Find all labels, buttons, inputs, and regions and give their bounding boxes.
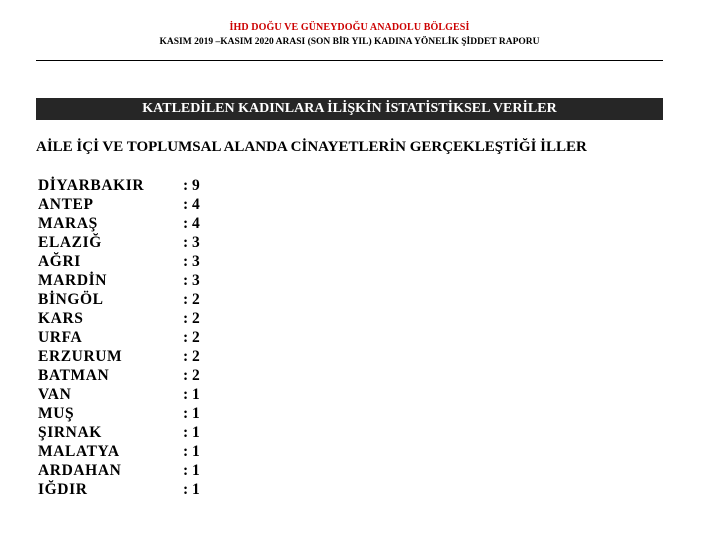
province-name: ŞIRNAK [38,424,102,441]
province-count: : 2 [183,329,200,346]
province-name: ELAZIĞ [38,234,102,251]
province-count: : 1 [183,424,200,441]
province-count: : 2 [183,348,200,365]
province-count: : 3 [183,272,200,289]
province-name: AĞRI [38,253,81,270]
province-name: ERZURUM [38,348,123,365]
province-count: : 2 [183,291,200,308]
province-count: : 1 [183,386,200,403]
section-banner: KATLEDİLEN KADINLARA İLİŞKİN İSTATİSTİKSEL VERİLER [36,98,663,120]
province-count: : 3 [183,253,200,270]
province-count: : 1 [183,443,200,460]
section-heading: AİLE İÇİ VE TOPLUMSAL ALANDA CİNAYETLERİN GERÇEKLEŞTİĞİ İLLER [36,139,587,155]
province-name: KARS [38,310,84,327]
province-count: : 9 [183,177,200,194]
province-name: BİNGÖL [38,291,104,308]
province-name: MARAŞ [38,215,98,232]
document-header [36,22,663,48]
province-count: : 1 [183,462,200,479]
province-name: IĞDIR [38,481,88,498]
province-count: : 4 [183,215,200,232]
province-name: ARDAHAN [38,462,122,479]
province-name: MARDİN [38,272,108,289]
province-count: : 1 [183,481,200,498]
province-name: VAN [38,386,72,403]
province-count: : 2 [183,367,200,384]
province-count: : 4 [183,196,200,213]
province-count: : 3 [183,234,200,251]
province-count: : 1 [183,405,200,422]
province-name: ANTEP [38,196,94,213]
header-divider [36,60,663,61]
province-name: DİYARBAKIR [38,177,145,194]
province-name: MUŞ [38,405,75,422]
province-count: : 2 [183,310,200,327]
province-name: BATMAN [38,367,110,384]
header-subtitle: KASIM 2019 –KASIM 2020 ARASI (SON BİR YIL) KADINA YÖNELİK ŞİDDET RAPORU [159,37,540,47]
province-name: MALATYA [38,443,120,460]
province-name: URFA [38,329,83,346]
header-title: İHD DOĞU VE GÜNEYDOĞU ANADOLU BÖLGESİ [229,22,470,33]
